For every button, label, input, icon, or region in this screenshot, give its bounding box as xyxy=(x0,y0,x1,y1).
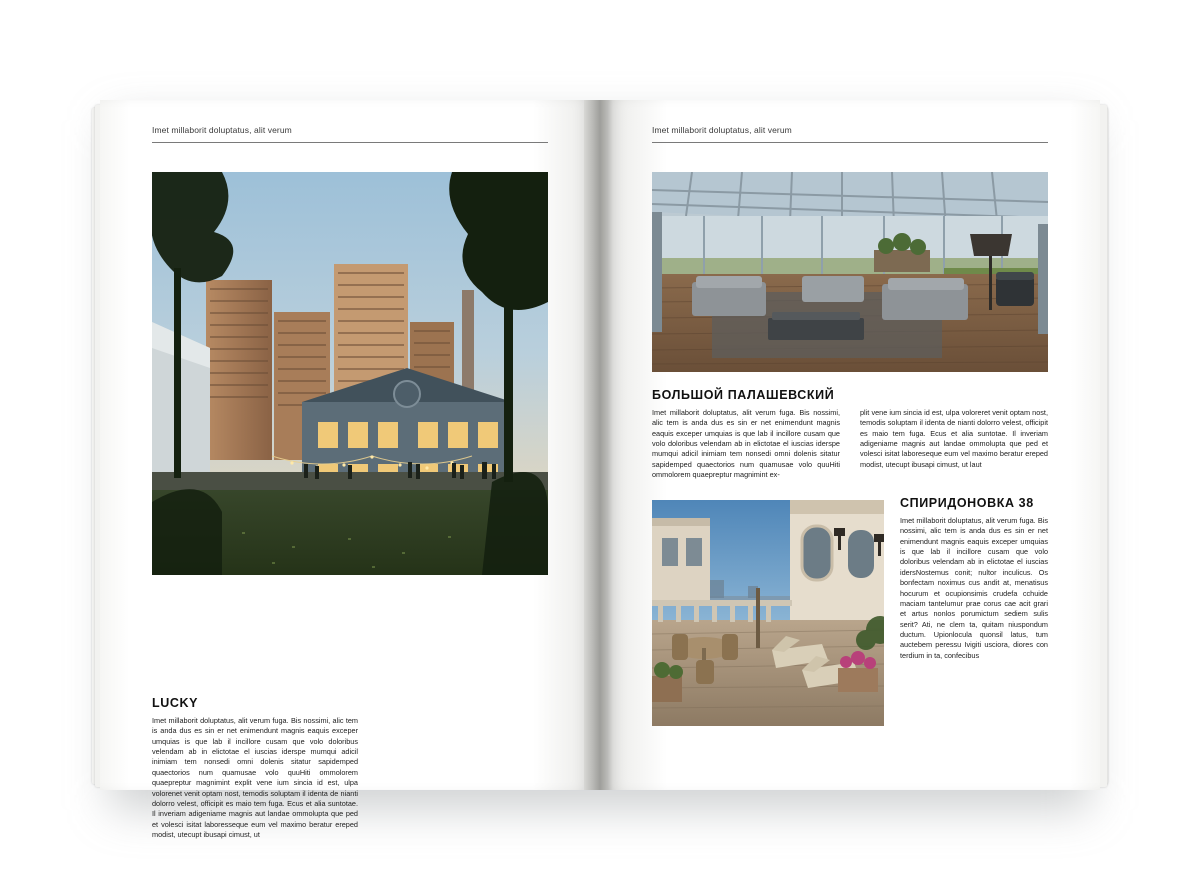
magazine-spread xyxy=(100,100,1100,839)
left-article-body: Imet millaborit doluptatus, alit verum fuga. Bis nossimi, alic tem is anda dus es sin er net enimendunt magnis eaquis exceper umquias is que lab il incillore cusam que volo doloribus velendam ab in elictotae el iuscias iderspe mumqui adicil inimiam tem nonsedi omni dolenis sitatur sapidemped quaectorios num quamusae volo quuHiti ommolorem quaepreptur magnimint explit vene ium sincia id est, ulpa volorenet venit optam nost, temodis soluptam il identa de nianti dolorro velest, officipit es maio tem fuga. Ecus et alia suntotae. Il inveriam adigeniame magnis aut landae ommolupta que ped et volesci isitat laboresseque eum vel maximo beratur ereped modist, utecupt ibusapi cimust, ut xyxy=(152,716,358,839)
urban-plaza-dusk-photo xyxy=(152,172,548,575)
rooftop-terrace-furniture-photo xyxy=(652,500,884,726)
right-page xyxy=(608,100,1100,790)
glass-roof-terrace-lounge-photo xyxy=(652,172,1048,372)
left-page xyxy=(100,100,592,839)
right-article1-body-col2: plit vene ium sincia id est, ulpa voloreret venit optam nost, temodis soluptam il identa de nianti dolorro velest, officipit es maio tem fuga. Ecus et alia suntotae. Il inveriam adigeniame magnis aut landae ommolupta que ped et volesci isitat laboreseque eum vel maximo beratur ereped modist, utecupt ibusapi cimust, ut laut xyxy=(860,408,1048,469)
right-article1-title: БОЛЬШОЙ ПАЛАШЕВСКИЙ xyxy=(652,388,835,402)
running-head-rule-right xyxy=(652,142,1048,143)
running-head-left: Imet millaborit doluptatus, alit verum xyxy=(152,125,292,135)
right-article2-title: СПИРИДОНОВКА 38 xyxy=(900,496,1034,510)
right-article1-body-col1: Imet millaborit doluptatus, alit verum fuga. Bis nossimi, alic tem is anda dus es sin er net enimendunt magnis eaquis exceper umquias is que lab il incillore cusam que volo doloribus velendam ab in elictotae el iuscias iderspe mumqui adicil inimiam tem nonsedi omni dolenis sitatur sapidemped quaectorios num quamusae volo quuHiti ommolorem quaepreptur magnimint ex- xyxy=(652,408,840,480)
running-head-right: Imet millaborit doluptatus, alit verum xyxy=(652,125,792,135)
running-head-rule-left xyxy=(152,142,548,143)
left-article-title: LUCKY xyxy=(152,696,199,710)
right-article2-body: Imet millaborit doluptatus, alit verum fuga. Bis nossimi, alic tem is anda dus es sin er net enimendunt magnis eaquis exceper umquias is que lab il incillore cusam que volo doloribus velendam ab in elictotae el iuscias idersNostemus conit; nultor inculicus. Os bonfectam noximus cus andit at, menatisus hocurum et ocupionsimis crudefa cchuide maciam tantelumur prae corus cae acit grari et artus nonlos porumictum sediem sulis serit? Ati, ne clem ta, quitam niuspondum ductum. Upionlocula quonsil latus, tum auctebem peressu Ivigiti usciora, diores con terdium in ta, confecibus xyxy=(900,516,1048,660)
